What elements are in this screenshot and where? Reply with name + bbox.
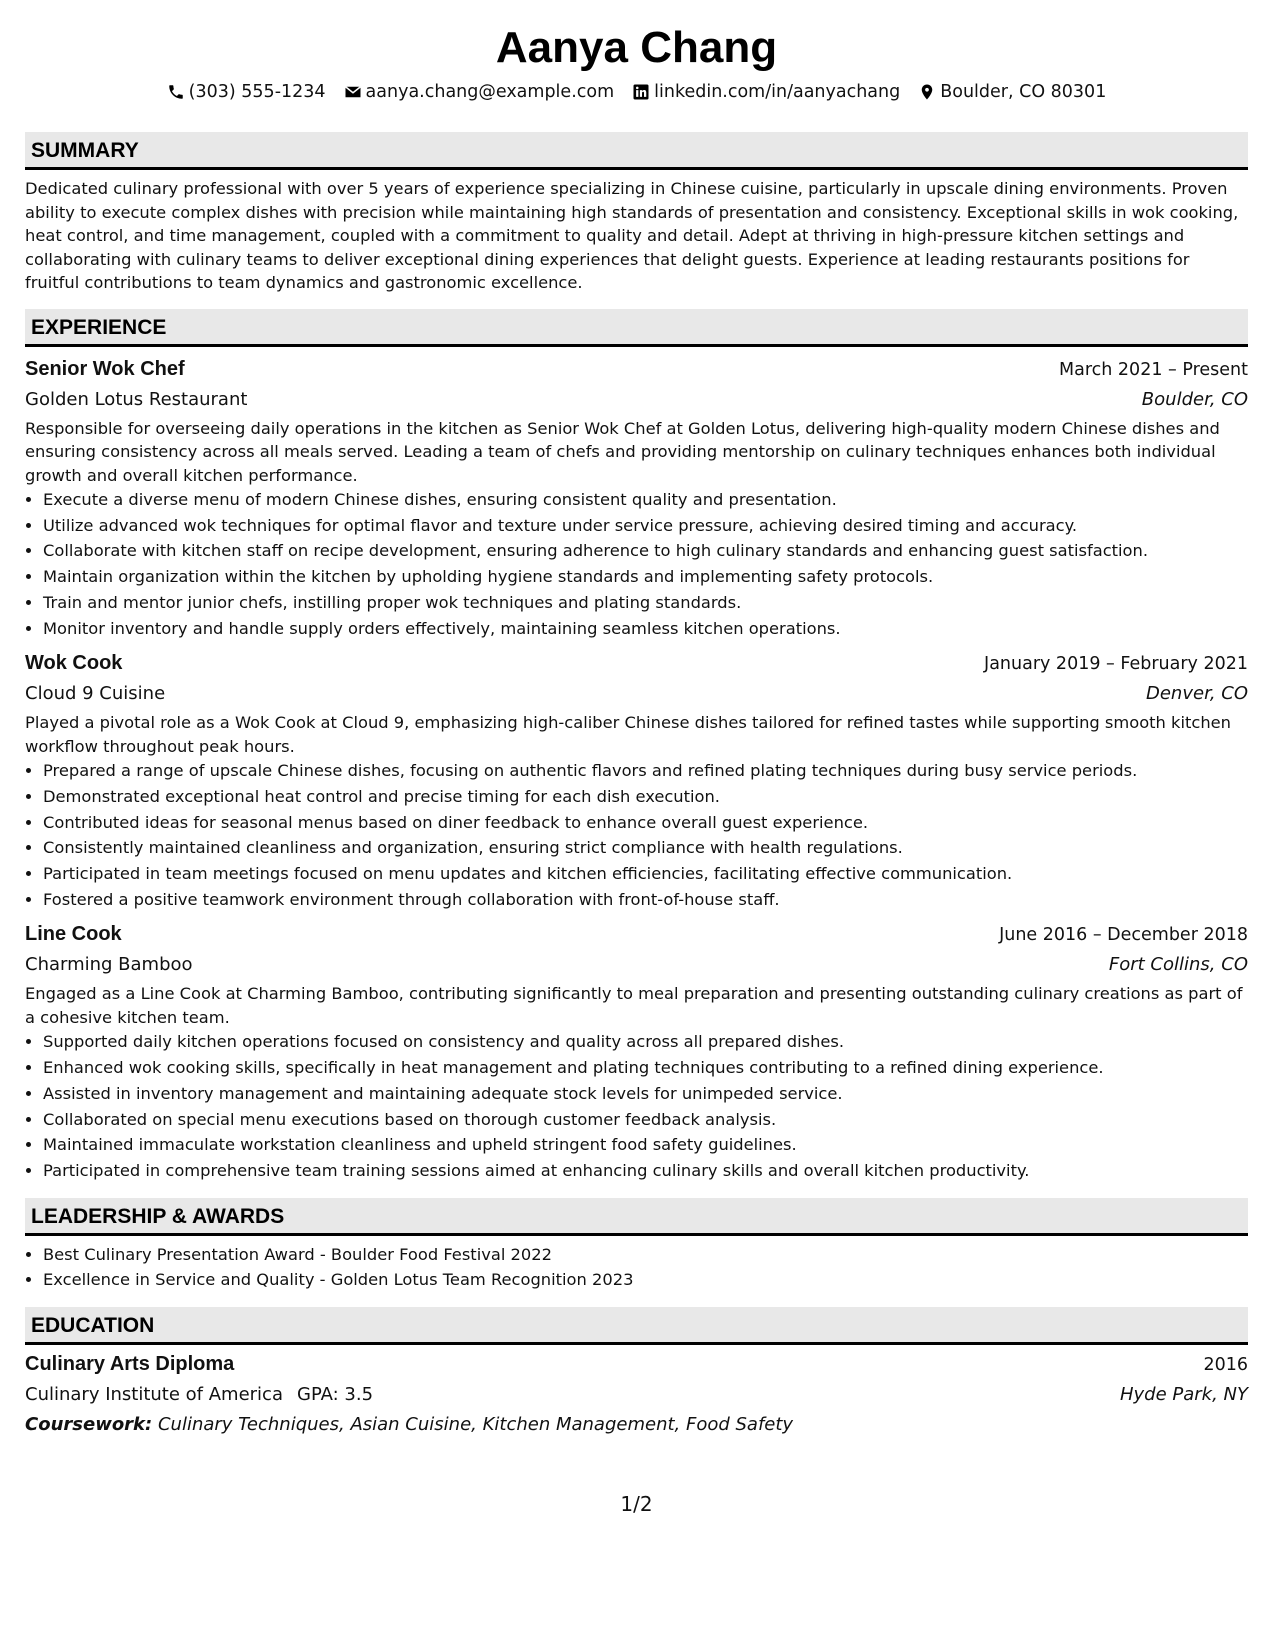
section-heading-summary: SUMMARY <box>25 132 1248 170</box>
job-location: Denver, CO <box>1146 683 1248 705</box>
school-name: Culinary Institute of America <box>25 1384 283 1406</box>
contact-location <box>918 80 1106 104</box>
degree-title: Culinary Arts Diploma <box>25 1353 235 1376</box>
job-entry <box>25 648 1248 912</box>
job-location: Fort Collins, CO <box>1108 954 1248 976</box>
job-dates: June 2016 – December 2018 <box>999 925 1248 946</box>
list-item: • Collaborate with kitchen staff on recipe development, ensuring adherence to high culinary standards and enhancing guest satisfaction. <box>43 538 1248 564</box>
list-item: • Enhanced wok cooking skills, specifically in heat management and plating techniques contributing to a refined dining experience. <box>43 1055 1248 1081</box>
contact-linkedin[interactable] <box>632 80 900 104</box>
job-dates: March 2021 – Present <box>1059 359 1248 380</box>
school-location: Hyde Park, NY <box>1119 1384 1248 1406</box>
list-item: • Supported daily kitchen operations focused on consistency and quality across all prepared dishes. <box>43 1029 1248 1055</box>
list-item: • Consistently maintained cleanliness and organization, ensuring strict compliance with health regulations. <box>43 835 1248 861</box>
list-item: • Best Culinary Presentation Award - Boulder Food Festival 2022 <box>43 1242 1248 1268</box>
page-number: 1/2 <box>620 1492 653 1516</box>
job-dates: January 2019 – February 2021 <box>984 654 1248 675</box>
section-heading-awards: LEADERSHIP & AWARDS <box>25 1198 1248 1236</box>
section-heading-experience: EXPERIENCE <box>25 309 1248 347</box>
job-description: Played a pivotal role as a Wok Cook at Cloud 9, emphasizing high-caliber Chinese dishes tailored for refined tastes while supporting smooth kitchen workflow throughout peak hours. <box>25 713 1231 756</box>
job-organization: Cloud 9 Cuisine <box>25 683 166 705</box>
job-title: Line Cook <box>25 923 122 946</box>
graduation-year: 2016 <box>1203 1355 1248 1376</box>
candidate-name: Aanya Chang <box>495 23 778 72</box>
resume-page <box>25 0 1248 1650</box>
job-title: Senior Wok Chef <box>25 357 185 380</box>
job-location: Boulder, CO <box>1141 388 1248 410</box>
job-description: Engaged as a Line Cook at Charming Bamboo, contributing significantly to meal preparation and presenting outstanding culinary creations as part of a cohesive kitchen team. <box>25 984 1243 1027</box>
email-icon <box>344 83 362 101</box>
linkedin-text[interactable]: linkedin.com/in/aanyachang <box>654 82 901 102</box>
email-text[interactable]: aanya.chang@example.com <box>365 82 615 102</box>
list-item: • Utilize advanced wok techniques for optimal flavor and texture under service pressure, achieving desired timing and accuracy. <box>43 513 1248 539</box>
list-item: • Demonstrated exceptional heat control and precise timing for each dish execution. <box>43 784 1248 810</box>
job-description: Responsible for overseeing daily operations in the kitchen as Senior Wok Chef at Golden Lotus, delivering high-quality modern Chinese dishes and ensuring consistency across all meals served. Leading a team of chefs and providing mentorship on culinary techniques enhances both individual growth and overall kitchen performance. <box>25 418 1220 485</box>
awards-list <box>25 1242 1248 1293</box>
location-icon <box>918 83 936 101</box>
job-title: Wok Cook <box>25 652 123 675</box>
list-item: • Participated in team meetings focused on menu updates and kitchen efficiencies, facilitating effective communication. <box>43 861 1248 887</box>
section-heading-education: EDUCATION <box>25 1307 1248 1345</box>
job-bullets <box>25 758 1248 912</box>
list-item: • Participated in comprehensive team training sessions aimed at enhancing culinary skills and overall kitchen productivity. <box>43 1158 1248 1184</box>
list-item: • Assisted in inventory management and maintaining adequate stock levels for unimpeded service. <box>43 1081 1248 1107</box>
summary-text: Dedicated culinary professional with over 5 years of experience specializing in Chinese cuisine, particularly in upscale dining environments. Proven ability to execute complex dishes with precision while maintaining high standards of presentation and consistency. Exceptional skills in wok cooking, heat control, and time management, coupled with a commitment to quality and detail. Adept at thriving in high-pressure kitchen settings and collaborating with culinary teams to deliver exceptional dining experiences that delight guests. Experience at leading restaurants positions for fruitful contributions to team dynamics and gastronomic excellence. <box>25 179 1239 292</box>
contact-bar <box>25 80 1248 104</box>
list-item: • Train and mentor junior chefs, instilling proper wok techniques and plating standards. <box>43 590 1248 616</box>
gpa: GPA: 3.5 <box>297 1384 374 1406</box>
list-item: • Contributed ideas for seasonal menus based on diner feedback to enhance overall guest experience. <box>43 810 1248 836</box>
phone-icon <box>167 83 185 101</box>
location-text: Boulder, CO 80301 <box>940 82 1107 102</box>
school-info <box>25 1380 373 1410</box>
coursework-label: Coursework: <box>25 1414 153 1436</box>
contact-email[interactable] <box>344 80 615 104</box>
coursework <box>25 1410 1248 1440</box>
list-item: • Excellence in Service and Quality - Golden Lotus Team Recognition 2023 <box>43 1267 1248 1293</box>
list-item: • Maintained immaculate workstation cleanliness and upheld stringent food safety guidelines. <box>43 1132 1248 1158</box>
list-item: • Execute a diverse menu of modern Chinese dishes, ensuring consistent quality and presentation. <box>43 487 1248 513</box>
job-organization: Golden Lotus Restaurant <box>25 388 248 410</box>
coursework-list: Culinary Techniques, Asian Cuisine, Kitchen Management, Food Safety <box>157 1414 794 1436</box>
list-item: • Maintain organization within the kitchen by upholding hygiene standards and implementing safety protocols. <box>43 564 1248 590</box>
list-item: • Monitor inventory and handle supply orders effectively, maintaining seamless kitchen operations. <box>43 616 1248 642</box>
job-bullets <box>25 1029 1248 1183</box>
list-item: • Fostered a positive teamwork environment through collaboration with front-of-house staff. <box>43 887 1248 913</box>
contact-phone <box>167 80 326 104</box>
list-item: • Collaborated on special menu executions based on thorough customer feedback analysis. <box>43 1107 1248 1133</box>
education-entry <box>25 1349 1248 1440</box>
job-entry <box>25 919 1248 1183</box>
linkedin-icon <box>632 83 650 101</box>
phone-text: (303) 555-1234 <box>188 82 326 102</box>
job-entry <box>25 354 1248 642</box>
list-item: • Prepared a range of upscale Chinese dishes, focusing on authentic flavors and refined plating techniques during busy service periods. <box>43 758 1248 784</box>
job-bullets <box>25 487 1248 641</box>
job-organization: Charming Bamboo <box>25 954 193 976</box>
